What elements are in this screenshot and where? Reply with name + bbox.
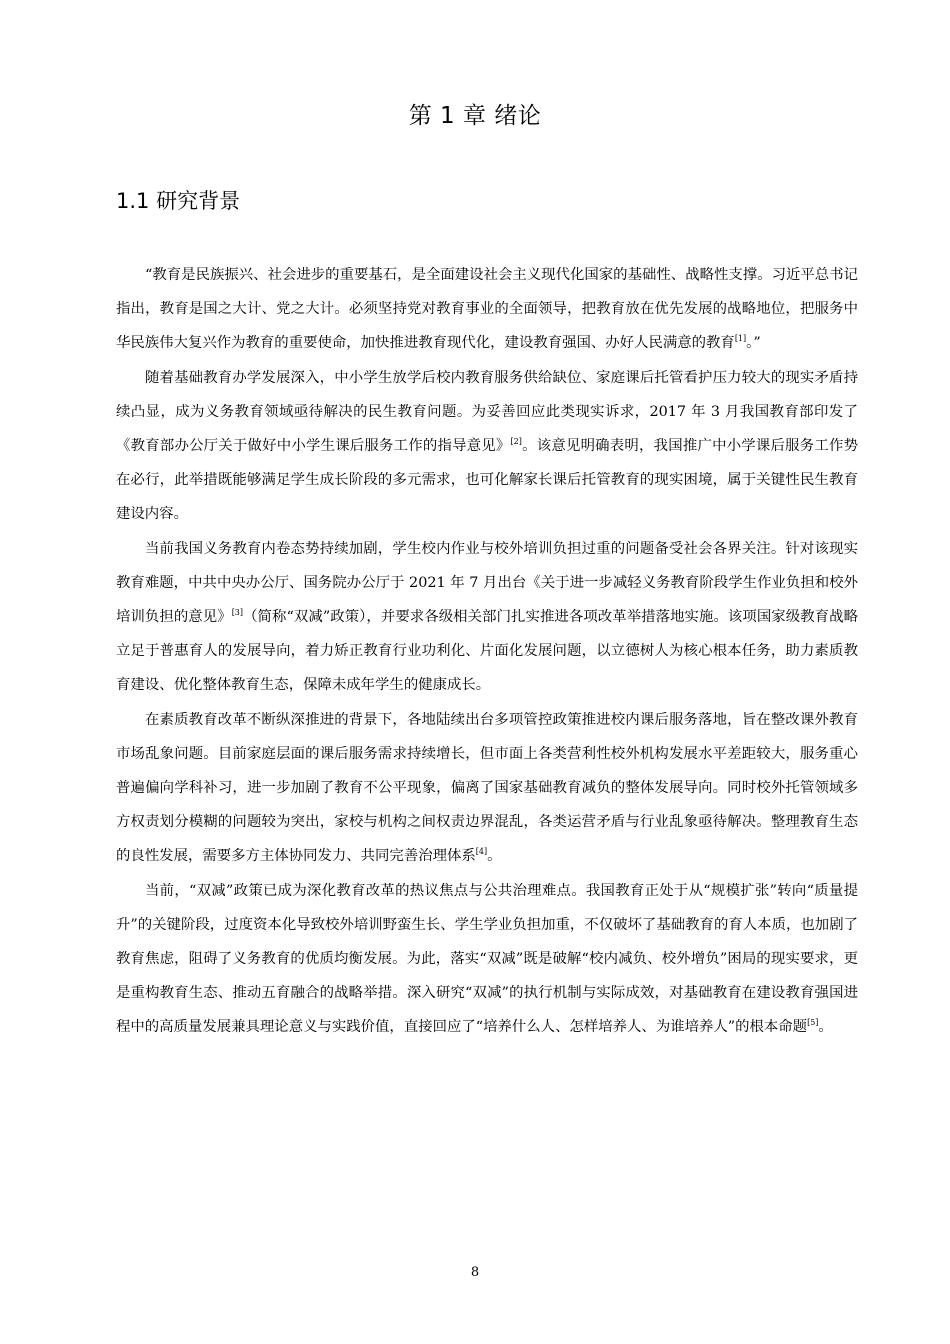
paragraph-text: 当前，“双减”政策已成为深化教育改革的热议焦点与公共治理难点。我国教育正处于从“规模扩张”转向“质量提升”的关键阶段，过度资本化导致校外培训野蛮生长、学生学业负担加重，不仅破坏了基础教育的育人本质，也加剧了教育焦虑，阻碍了义务教育的优质均衡发展。为此，落实“双减”既是破解“校内减负、校外增负”困局的现实要求，更是重构教育生态、推动五育融合的战略举措。深入研究“双减”的执行机制与实际成效，对基础教育在建设教育强国进程中的高质量发展兼具理论意义与实践价值，直接回应了“培养什么人、怎样培养人、为谁培养人”的根本命题: [116, 882, 858, 1036]
paragraph-text: 随着基础教育办学发展深入，中小学生放学后校内教育服务供给缺位、家庭课后托管看护压力较大的现实矛盾持续凸显，成为义务教育领域亟待解决的民生教育问题。为妥善回应此类现实诉求，2017 年 3 月我国教育部印发了《教育部办公厅关于做好中小学生课后服务工作的指导意见》: [116, 369, 858, 455]
paragraph-5: [116, 874, 858, 1045]
paragraph-1: [116, 258, 858, 361]
chapter-title: 第 1 章 绪论: [408, 103, 542, 129]
paragraph-3: [116, 532, 858, 703]
citation-ref: [4]: [475, 847, 488, 857]
paragraph-text: 。该意见明确表明，我国推广中小学课后服务工作势在必行，此举措既能够满足学生成长阶段的多元需求，也可化解家长课后托管教育的现实困境，属于关键性民生教育建设内容。: [116, 438, 858, 523]
paragraph-text: 。”: [746, 335, 761, 352]
citation-ref: [5]: [807, 1018, 819, 1028]
paragraph-text: 。: [487, 848, 502, 865]
citation-ref: [3]: [231, 608, 244, 618]
paragraph-2: [116, 361, 858, 532]
paragraph-4: [116, 703, 858, 874]
paragraph-text: “教育是民族振兴、社会进步的重要基石，是全面建设社会主义现代化国家的基础性、战略性支撑。习近平总书记指出，教育是国之大计、党之大计。必须坚持党对教育事业的全面领导，把教育放在优先发展的战略地位，把服务中华民族伟大复兴作为教育的重要使命，加快推进教育现代化，建设教育强国、办好人民满意的教育: [116, 267, 858, 352]
paragraph-text: （简称“双减”政策），并要求各级相关部门扎实推进各项改革举措落地实施。该项国家级教育战略立足于普惠育人的发展导向，着力矫正教育行业功利化、片面化发展问题，以立德树人为核心根本任务，助力素质教育建设、优化整体教育生态，保障未成年学生的健康成长。: [116, 609, 858, 694]
page-number: 8: [470, 1265, 480, 1280]
paragraph-text: 。: [818, 1019, 833, 1036]
section-title: 1.1 研究背景: [116, 189, 241, 213]
citation-ref: [1]: [734, 334, 747, 344]
paragraph-text: 当前我国义务教育内卷态势持续加剧，学生校内作业与校外培训负担过重的问题备受社会各界关注。针对该现实教育难题，中共中央办公厅、国务院办公厅于 2021 年 7 月出台《关于进一步减轻义务教育阶段学生作业负担和校外培训负担的意见》: [116, 540, 858, 626]
paragraph-text: 在素质教育改革不断纵深推进的背景下，各地陆续出台多项管控政策推进校内课后服务落地，旨在整改课外教育市场乱象问题。目前家庭层面的课后服务需求持续增长，但市面上各类营利性校外机构发展水平差距较大，服务重心普遍偏向学科补习，进一步加剧了教育不公平现象，偏离了国家基础教育减负的整体发展导向。同时校外托管领域多方权责划分模糊的问题较为突出，家校与机构之间权责边界混乱，各类运营矛盾与行业乱象亟待解决。整理教育生态的良性发展，需要多方主体协同发力、共同完善治理体系: [116, 711, 858, 865]
citation-ref: [2]: [510, 437, 522, 447]
body-text: [116, 258, 858, 1045]
